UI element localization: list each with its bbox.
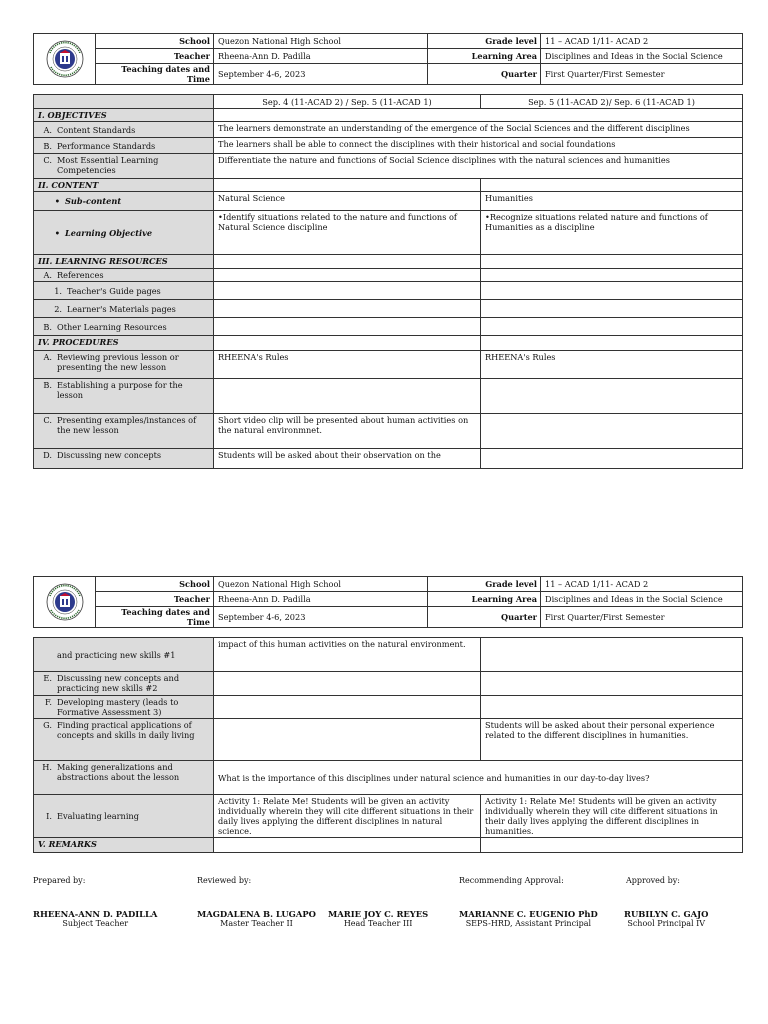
melc-label: C. Most Essential Learning Competencies [34, 154, 214, 179]
objectives-heading: I. OBJECTIVES [34, 109, 214, 122]
presenting-examples-col2 [481, 414, 743, 449]
signatory-name: MAGDALENA B. LUGAPO [197, 909, 316, 919]
discussing-concepts-2-col1 [214, 672, 481, 696]
col1-heading: Sep. 4 (11-ACAD 2) / Sep. 5 (11-ACAD 1) [214, 95, 481, 109]
signatory-name: MARIANNE C. EUGENIO PhD [459, 909, 598, 919]
performance-standards-label: B. Performance Standards [34, 138, 214, 154]
melc-text: Differentiate the nature and functions of Social Science disciplines with the natural sciences and humanities [214, 154, 743, 179]
evaluating-learning-col1: Activity 1: Relate Me! Students will be given an activity individually wherein they will cite different situations in their daily lives applying the different disciplines in natural science. [214, 795, 481, 838]
generalizations-text: What is the importance of this disciplines under natural science and humanities in our day-to-day lives? [214, 761, 743, 795]
header-table-2 [33, 576, 743, 628]
subcontent-label: • Sub-content [34, 192, 214, 211]
references-label: A. References [34, 269, 214, 282]
grade-value: 11 – ACAD 1/11- ACAD 2 [541, 577, 743, 592]
content-standards-text: The learners demonstrate an understanding of the emergence of the Social Sciences and the different disciplines [214, 122, 743, 138]
school-label: School [96, 34, 214, 49]
practical-applications-label: G. Finding practical applications of concepts and skills in daily living [34, 719, 214, 761]
remarks-col2 [481, 838, 743, 853]
learning-objective-label: • Learning Objective [34, 211, 214, 255]
presenting-examples-col1: Short video clip will be presented about human activities on the natural environmnet. [214, 414, 481, 449]
learning-area-value: Disciplines and Ideas in the Social Science [541, 49, 743, 64]
learning-area-value: Disciplines and Ideas in the Social Science [541, 592, 743, 607]
learning-area-label: Learning Area [428, 49, 541, 64]
quarter-label: Quarter [428, 64, 541, 85]
discussing-concepts-col1: Students will be asked about their observation on the [214, 449, 481, 469]
lesson-plan-table-1 [33, 94, 743, 469]
resources-blank-1 [214, 255, 481, 269]
presenting-examples-label: C. Presenting examples/instances of the new lesson [34, 414, 214, 449]
signatory-name: RHEENA-ANN D. PADILLA [33, 909, 158, 919]
establishing-purpose-label: B. Establishing a purpose for the lesson [34, 379, 214, 414]
signatory-title: School Principal IV [627, 919, 706, 928]
school-value: Quezon National High School [214, 34, 428, 49]
subcontent-col2: Humanities [481, 192, 743, 211]
learning-area-label: Learning Area [428, 592, 541, 607]
quarter-value: First Quarter/First Semester [541, 64, 743, 85]
quarter-value: First Quarter/First Semester [541, 607, 743, 628]
teaching-dates-value: September 4-6, 2023 [214, 607, 428, 628]
references-col1 [214, 269, 481, 282]
deped-seal [34, 577, 96, 628]
grade-label: Grade level [428, 577, 541, 592]
reviewing-lesson-col1: RHEENA's Rules [214, 351, 481, 379]
teaching-dates-label: Teaching dates and Time [96, 64, 214, 85]
procedures-blank-2 [481, 336, 743, 351]
other-resources-col1 [214, 318, 481, 336]
procedures-heading: IV. PROCEDURES [34, 336, 214, 351]
resources-heading: III. LEARNING RESOURCES [34, 255, 214, 269]
teachers-guide-label: 1. Teacher's Guide pages [34, 282, 214, 300]
approved-by-label: Approved by: [626, 876, 680, 885]
signatory-title: Subject Teacher [62, 919, 129, 928]
generalizations-label: H. Making generalizations and abstractions about the lesson [34, 761, 214, 795]
signatory-subject-teacher [33, 909, 157, 928]
deped-seal-icon [42, 39, 88, 79]
remarks-heading: V. REMARKS [34, 838, 214, 853]
school-value: Quezon National High School [214, 577, 428, 592]
establishing-purpose-col2 [481, 379, 743, 414]
other-resources-col2 [481, 318, 743, 336]
signatory-title: Master Teacher II [220, 919, 293, 928]
teacher-label: Teacher [96, 49, 214, 64]
practical-applications-col2: Students will be asked about their personal experience related to the different disciplines in humanities. [481, 719, 743, 761]
col2-heading: Sep. 5 (11-ACAD 2)/ Sep. 6 (11-ACAD 1) [481, 95, 743, 109]
header-table-1 [33, 33, 743, 85]
reviewing-lesson-label: A. Reviewing previous lesson or presenting the new lesson [34, 351, 214, 379]
school-label: School [96, 577, 214, 592]
teachers-guide-col2 [481, 282, 743, 300]
discussing-concepts-label: D. Discussing new concepts [34, 449, 214, 469]
content-standards-label: A. Content Standards [34, 122, 214, 138]
reviewing-lesson-col2: RHEENA's Rules [481, 351, 743, 379]
evaluating-learning-label: I. Evaluating learning [34, 795, 214, 838]
procedures-blank-1 [214, 336, 481, 351]
objectives-blank [214, 109, 743, 122]
resources-blank-2 [481, 255, 743, 269]
references-col2 [481, 269, 743, 282]
practical-applications-col1 [214, 719, 481, 761]
signatory-name: RUBILYN C. GAJO [624, 909, 709, 919]
teaching-dates-value: September 4-6, 2023 [214, 64, 428, 85]
deped-seal [34, 34, 96, 85]
teaching-dates-label: Teaching dates and Time [96, 607, 214, 628]
performance-standards-text: The learners shall be able to connect the disciplines with their historical and social foundations [214, 138, 743, 154]
grade-value: 11 – ACAD 1/11- ACAD 2 [541, 34, 743, 49]
learning-objective-col2: •Recognize situations related nature and functions of Humanities as a discipline [481, 211, 743, 255]
deped-seal-icon [42, 582, 88, 622]
grade-label: Grade level [428, 34, 541, 49]
learners-materials-col1 [214, 300, 481, 318]
teacher-label: Teacher [96, 592, 214, 607]
developing-mastery-col2 [481, 696, 743, 719]
content-blank-2 [481, 179, 743, 192]
teacher-value: Rheena-Ann D. Padilla [214, 592, 428, 607]
signatory-head-teacher [328, 909, 428, 928]
lesson-plan-table-2 [33, 637, 743, 853]
discussing-concepts-col2 [481, 449, 743, 469]
learners-materials-col2 [481, 300, 743, 318]
developing-mastery-col1 [214, 696, 481, 719]
signatory-master-teacher [197, 909, 316, 928]
subcontent-col1: Natural Science [214, 192, 481, 211]
discussing-concepts-cont-col2 [481, 638, 743, 672]
learners-materials-label: 2. Learner's Materials pages [34, 300, 214, 318]
prepared-by-label: Prepared by: [33, 876, 86, 885]
content-heading: II. CONTENT [34, 179, 214, 192]
discussing-concepts-2-col2 [481, 672, 743, 696]
reviewed-by-label: Reviewed by: [197, 876, 252, 885]
other-resources-label: B. Other Learning Resources [34, 318, 214, 336]
evaluating-learning-col2: Activity 1: Relate Me! Students will be given an activity individually wherein they will cite different situations in their daily lives applying the different disciplines in humanities. [481, 795, 743, 838]
learning-objective-col1: •Identify situations related to the nature and functions of Natural Science discipline [214, 211, 481, 255]
signatory-title: SEPS-HRD, Assistant Principal [465, 919, 592, 928]
discussing-concepts-2-label: E. Discussing new concepts and practicing new skills #2 [34, 672, 214, 696]
establishing-purpose-col1 [214, 379, 481, 414]
signatory-school-principal [624, 909, 708, 928]
corner-cell [34, 95, 214, 109]
discussing-concepts-cont-col1: impact of this human activities on the natural environment. [214, 638, 481, 672]
signatory-title: Head Teacher III [343, 919, 413, 928]
discussing-concepts-cont-label: and practicing new skills #1 [34, 638, 214, 672]
teachers-guide-col1 [214, 282, 481, 300]
signatory-name: MARIE JOY C. REYES [328, 909, 429, 919]
recommending-approval-label: Recommending Approval: [459, 876, 564, 885]
quarter-label: Quarter [428, 607, 541, 628]
teacher-value: Rheena-Ann D. Padilla [214, 49, 428, 64]
remarks-col1 [214, 838, 481, 853]
signatory-assistant-principal [459, 909, 598, 928]
content-blank-1 [214, 179, 481, 192]
developing-mastery-label: F. Developing mastery (leads to Formative Assessment 3) [34, 696, 214, 719]
